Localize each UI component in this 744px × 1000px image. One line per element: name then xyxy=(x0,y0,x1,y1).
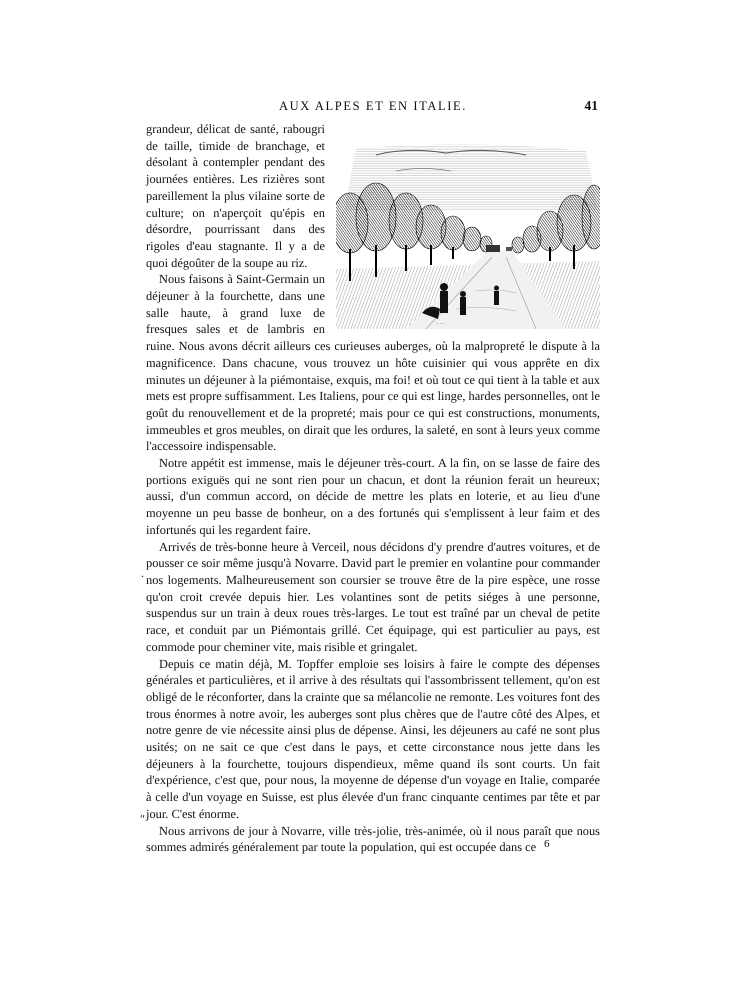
paragraph: Depuis ce matin déjà, M. Topffer emploie ses loisirs à faire le compte des dépenses générales et particulières, et il arrive à des résultats qui l'assombrissent tellement, qu'on est obligé de le réconforter, dans la crainte que sa mélancolie ne remonte. Les voitures font des trous énormes à notre avoir, les auberges sont plus chères que de l'autre côté des Alpes, et notre genre de vie nécessite ainsi plus de dépense. Ainsi, les déjeuners au café ne sont plus usités; on ne sait ce que c'est dans le pays, et cette circonstance nous jette dans les déjeuners à la fourchette, toujours dispendieux, même quand ils sont courts. Un fait d'expérience, c'est que, pour nous, la moyenne de dépense d'un voyage en Italie, comparée à celle d'un voyage en Suisse, est plus élevée d'un franc cinquante centimes par tête et par jour. C'est énorme. xyxy=(146,656,600,821)
engraving-tree-lined-road xyxy=(336,141,600,329)
engraving-image xyxy=(336,141,600,329)
stray-mark: ʺ xyxy=(140,812,145,826)
running-title: AUX ALPES ET EN ITALIE. xyxy=(279,99,467,113)
page-body xyxy=(146,121,600,856)
page-number: 41 xyxy=(584,98,598,113)
svg-text:·····: ····· xyxy=(436,322,445,327)
stray-mark: . xyxy=(141,566,144,580)
paragraph: Nous faisons à Saint-Germain un déjeuner à la fourchette, dans une salle haute, à grand luxe de fresques sales et de lambris en ruine. Nous avons décrit ailleurs ces curieuses auberges, où la malpropreté le dispute à la magnificence. Dans chacune, vous trouvez un hôte cuisinier qui vous apprête en dix minutes un déjeuner à la piémontaise, exquis, ma foi! et où tout ce qui tient à la table et aux mets est propre suffisamment. Les Italiens, pour ce qui est linge, hardes personnelles, ont le goût du renouvellement et de la propreté; mais pour ce qui est constructions, monuments, immeubles et gros meubles, on dirait que les ordures, la saleté, en sont à leurs yeux comme l'accessoire indispensable. xyxy=(146,272,600,454)
paragraph: Nous arrivons de jour à Novarre, ville très-jolie, très-animée, où il nous paraît que nous sommes admirés généralement par toute la population, qui est occupée dans ce xyxy=(146,823,600,855)
paragraph: grandeur, délicat de santé, rabougri de taille, timide de branchage, et désolant à contempler pendant des journées entières. Les rizières sont pareillement la plus vilaine sorte de culture; on n'aperçoit qu'épis en désordre, pourrissant dans des rigoles d'eau stagnante. Il y a de quoi dégoûter de la soupe au riz. xyxy=(146,122,325,270)
paragraph: Notre appétit est immense, mais le déjeuner très-court. A la fin, on se lasse de faire des portions exiguës qui ne sont rien pour un chacun, et dont la réunion ferait un heureux; aussi, d'un commun accord, on décide de mettre les plats en loterie, et au lieu d'une moyenne un peu basse de bonheur, on a des fortunés qui s'emplissent à leur faim et des infortunés qui les regardent faire. xyxy=(146,456,600,537)
paragraph: Arrivés de très-bonne heure à Verceil, nous décidons d'y prendre d'autres voitures, et de pousser ce soir même jusqu'à Novarre. David part le premier en volantine pour commander nos logements. Malheureusement son coursier se trouve être de la pire espèce, une rosse qu'on croit crevée depuis hier. Les volantines sont de petits siéges à une personne, suspendus sur un train à deux roues très-larges. Le tout est traîné par un cheval de petite race, et conduit par un Piémontais grillé. Cet équipage, qui est particulier au pays, est commode pour cheminer vite, mais risible et gringalet. xyxy=(146,539,600,654)
signature-mark: 6 xyxy=(544,838,550,850)
page-header xyxy=(146,99,600,119)
